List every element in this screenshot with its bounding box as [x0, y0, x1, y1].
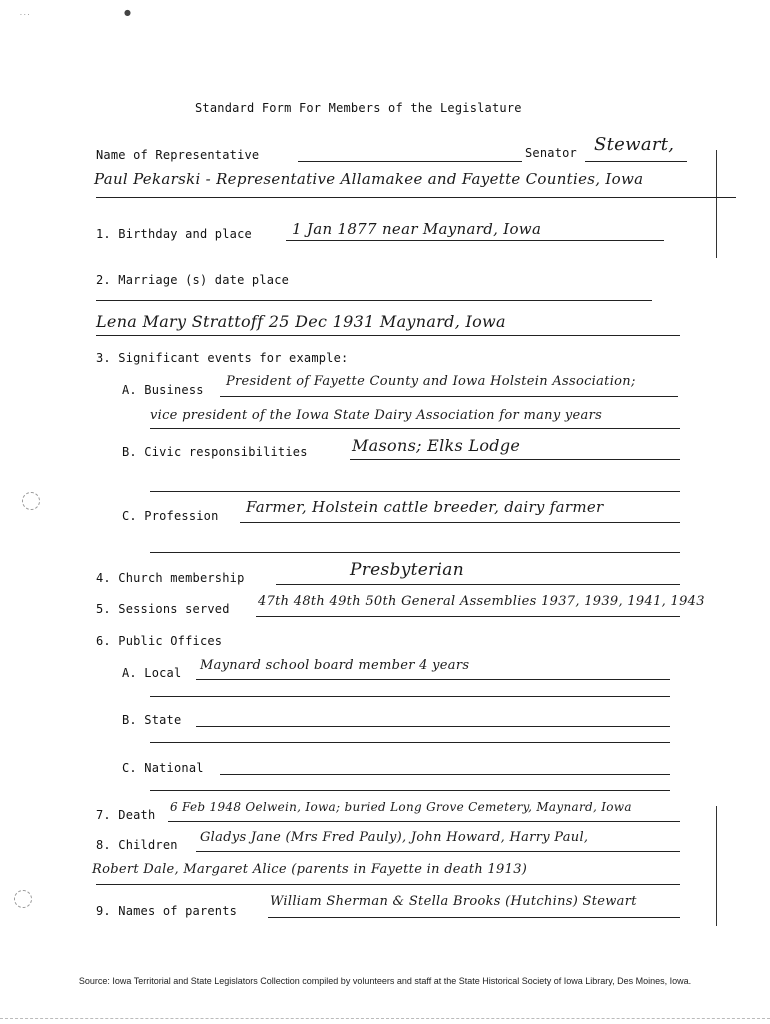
profession-value: Farmer, Holstein cattle breeder, dairy farmer [246, 498, 604, 516]
business-underline-2 [150, 428, 680, 429]
sessions-label: 5. Sessions served [96, 602, 230, 616]
national-underline-2 [150, 790, 670, 791]
senator-value: Stewart, [594, 134, 675, 155]
death-value: 6 Feb 1948 Oelwein, Iowa; buried Long Grove Cemetery, Maynard, Iowa [170, 800, 632, 814]
profession-label: C. Profession [122, 509, 219, 523]
punch-hole [22, 492, 40, 510]
name-second-underline [96, 197, 736, 198]
local-underline-2 [150, 696, 670, 697]
marriage-underline-1 [96, 300, 652, 301]
civic-underline-1 [350, 459, 680, 460]
civic-underline-2 [150, 491, 680, 492]
marriage-underline-2 [96, 335, 680, 336]
marriage-label: 2. Marriage (s) date place [96, 273, 290, 287]
civic-label: B. Civic responsibilities [122, 445, 308, 459]
children-underline-1 [196, 851, 680, 852]
parents-label: 9. Names of parents [96, 904, 238, 918]
name-value: Paul Pekarski - Representative Allamakee and Fayette Counties, Iowa [94, 170, 644, 188]
sessions-underline [256, 616, 680, 617]
local-label: A. Local [122, 666, 182, 680]
death-underline [168, 821, 680, 822]
source-caption: Source: Iowa Territorial and State Legislators Collection compiled by volunteers and staff at the State Historical Society of Iowa Library, Des Moines, Iowa. [78, 976, 692, 986]
business-label: A. Business [122, 383, 204, 397]
national-label: C. National [122, 761, 204, 775]
senator-underline [585, 161, 687, 162]
business-value: President of Fayette County and Iowa Holstein Association; [226, 374, 636, 389]
church-value: Presbyterian [350, 560, 464, 580]
state-underline-1 [196, 726, 670, 727]
business-underline-1 [220, 396, 678, 397]
children-label: 8. Children [96, 838, 178, 852]
birthday-value: 1 Jan 1877 near Maynard, Iowa [292, 220, 542, 238]
parents-value: William Sherman & Stella Brooks (Hutchins) Stewart [270, 894, 637, 909]
marriage-value: Lena Mary Strattoff 25 Dec 1931 Maynard, Iowa [96, 312, 506, 331]
punch-hole [14, 890, 32, 908]
state-underline-2 [150, 742, 670, 743]
senator-label: Senator [525, 146, 577, 160]
public-offices-label: 6. Public Offices [96, 634, 223, 648]
birthday-label: 1. Birthday and place [96, 227, 252, 241]
events-label: 3. Significant events for example: [96, 351, 349, 365]
church-underline [276, 584, 680, 585]
death-label: 7. Death [96, 808, 156, 822]
national-underline-1 [220, 774, 670, 775]
scan-bottom-edge [0, 1018, 770, 1019]
local-underline-1 [196, 679, 670, 680]
name-underline [298, 161, 522, 162]
parents-underline [268, 917, 680, 918]
children-value-line2: Robert Dale, Margaret Alice (parents in Fayette in death 1913) [92, 862, 528, 877]
scan-speck: ● [124, 8, 131, 17]
name-label: Name of Representative [96, 148, 260, 162]
sessions-value: 47th 48th 49th 50th General Assemblies 1937, 1939, 1941, 1943 [258, 594, 705, 609]
scan-speck: · · · [20, 12, 30, 19]
local-value: Maynard school board member 4 years [200, 658, 470, 673]
children-value: Gladys Jane (Mrs Fred Pauly), John Howard, Harry Paul, [200, 830, 589, 845]
page-edge-line [716, 150, 717, 258]
civic-value: Masons; Elks Lodge [352, 436, 521, 455]
birthday-underline [286, 240, 664, 241]
business-value-line2: vice president of the Iowa State Dairy Association for many years [150, 408, 603, 423]
state-label: B. State [122, 713, 182, 727]
church-label: 4. Church membership [96, 571, 245, 585]
profession-underline-1 [240, 522, 680, 523]
page-edge-line [716, 806, 717, 926]
profession-underline-2 [150, 552, 680, 553]
children-underline-2 [96, 884, 680, 885]
form-title: Standard Form For Members of the Legislature [195, 101, 522, 115]
